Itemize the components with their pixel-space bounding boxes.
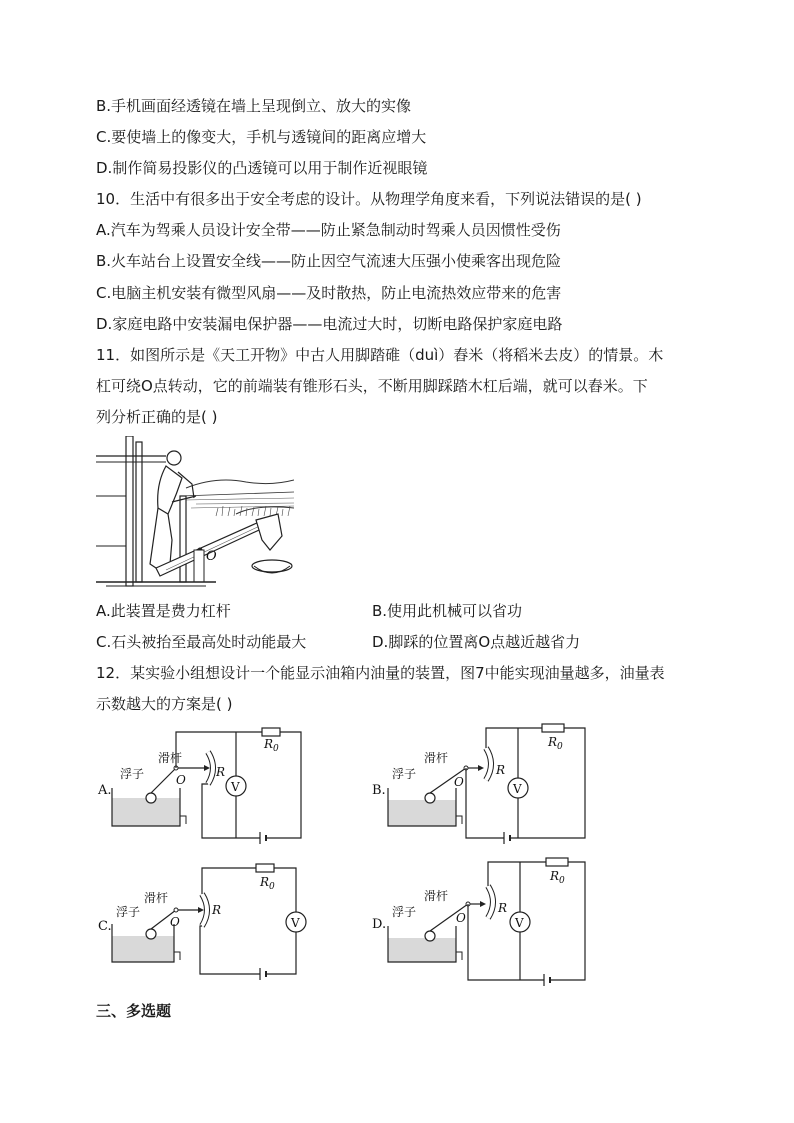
q11-stem-line1: 11．如图所示是《天工开物》中古人用脚踏碓（duì）舂米（将稻米去皮）的情景。木 xyxy=(96,346,664,364)
circuit-b-o-label: O xyxy=(454,775,464,789)
circuit-b-meter-label: V xyxy=(513,782,522,796)
pestle-illustration xyxy=(96,436,294,592)
circuit-diagram-b xyxy=(370,722,595,847)
pivot-label-o: O xyxy=(206,549,217,564)
q11-stem-line3: 列分析正确的是( ) xyxy=(96,408,218,426)
circuit-b-slider-label: 滑杆 xyxy=(424,751,449,765)
q10-option-b: B.火车站台上设置安全线——防止因空气流速大压强小使乘客出现危险 xyxy=(96,252,562,270)
q11-option-c: C.石头被抬至最高处时动能最大 xyxy=(96,633,307,651)
circuit-b-r-label: R xyxy=(496,763,506,777)
q11-stem-line2: 杠可绕O点转动，它的前端装有锥形石头，不断用脚踩踏木杠后端，就可以舂米。下 xyxy=(96,377,648,395)
circuit-c-r0-label: $R_0$ xyxy=(260,875,275,892)
circuit-d-r-label: R xyxy=(498,901,508,915)
q10-option-c: C.电脑主机安装有微型风扇——及时散热，防止电流热效应带来的危害 xyxy=(96,284,562,302)
circuit-d-letter: D. xyxy=(372,917,387,932)
q11-option-a: A.此装置是费力杠杆 xyxy=(96,602,231,620)
q10-option-d: D.家庭电路中安装漏电保护器——电流过大时，切断电路保护家庭电路 xyxy=(96,315,563,333)
q12-stem-line2: 示数越大的方案是( ) xyxy=(96,695,233,713)
q9-option-d: D.制作简易投影仪的凸透镜可以用于制作近视眼镜 xyxy=(96,159,428,177)
circuit-d-slider-label: 滑杆 xyxy=(424,889,449,903)
q9-option-b: B.手机画面经透镜在墙上呈现倒立、放大的实像 xyxy=(96,97,412,115)
circuit-d-o-label: O xyxy=(456,911,466,925)
circuit-c-o-label: O xyxy=(170,915,180,929)
circuit-a-r0-label: $R_0$ xyxy=(264,737,279,754)
q9-option-c: C.要使墙上的像变大，手机与透镜间的距离应增大 xyxy=(96,128,427,146)
circuit-c-r-label: R xyxy=(212,903,222,917)
q11-option-b: B.使用此机械可以省功 xyxy=(372,602,523,620)
circuit-a-letter: A. xyxy=(98,783,112,798)
circuit-c-float-label: 浮子 xyxy=(116,905,141,919)
q12-stem-line1: 12．某实验小组想设计一个能显示油箱内油量的装置，图7中能实现油量越多，油量表 xyxy=(96,664,665,682)
circuit-a-float-label: 浮子 xyxy=(120,767,145,781)
q10-stem: 10．生活中有很多出于安全考虑的设计。从物理学角度来看，下列说法错误的是( ) xyxy=(96,190,642,208)
circuit-c-slider-label: 滑杆 xyxy=(144,891,169,905)
circuit-a-r-label: R xyxy=(216,765,226,779)
q10-option-a: A.汽车为驾乘人员设计安全带——防止紧急制动时驾乘人员因惯性受伤 xyxy=(96,221,561,239)
circuit-a-o-label: O xyxy=(176,773,186,787)
circuit-b-float-label: 浮子 xyxy=(392,767,417,781)
section-heading: 三、多选题 xyxy=(96,1002,172,1020)
circuit-c-meter-label: V xyxy=(291,916,300,930)
circuit-d-r0-label: $R_0$ xyxy=(550,869,565,886)
circuit-d-meter-label: V xyxy=(515,916,524,930)
q11-option-d: D.脚踩的位置离O点越近越省力 xyxy=(372,633,581,651)
circuit-diagram-c xyxy=(96,858,311,983)
circuit-b-r0-label: $R_0$ xyxy=(548,735,563,752)
circuit-diagram-a xyxy=(96,722,311,847)
circuit-d-float-label: 浮子 xyxy=(392,905,417,919)
circuit-b-letter: B. xyxy=(372,783,386,798)
circuit-diagram-d xyxy=(370,856,595,986)
circuit-a-meter-label: V xyxy=(231,780,240,794)
circuit-a-slider-label: 滑杆 xyxy=(158,751,183,765)
circuit-c-letter: C. xyxy=(98,919,112,934)
